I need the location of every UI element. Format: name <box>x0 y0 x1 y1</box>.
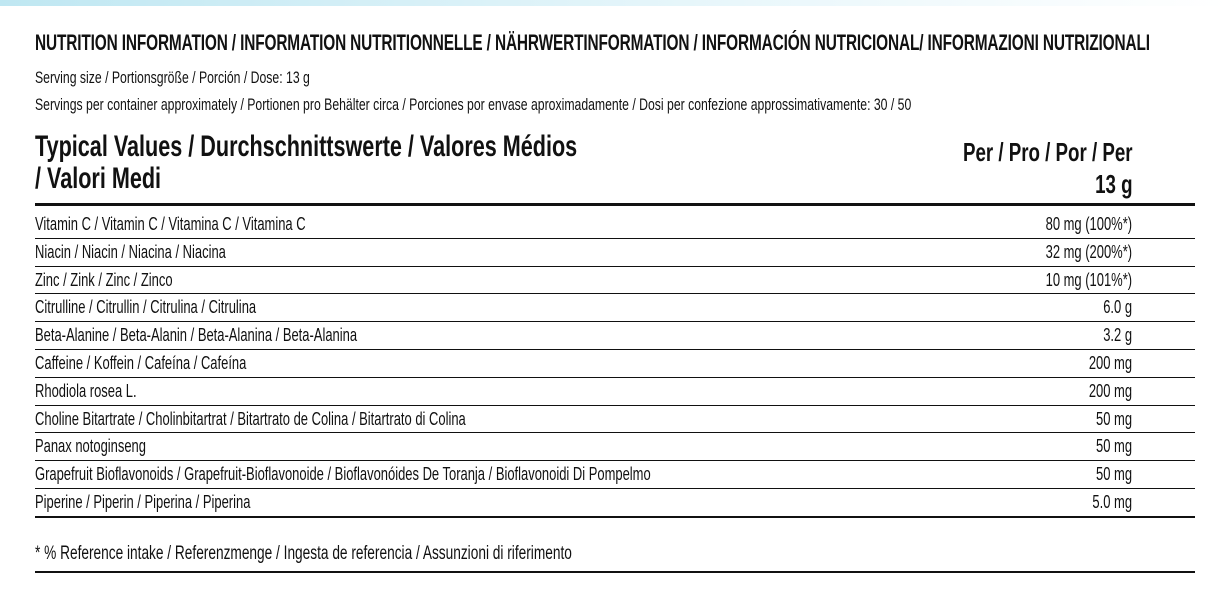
nutrient-name: Piperine / Piperin / Piperina / Piperina <box>35 491 251 512</box>
per-serving-header <box>897 136 1133 200</box>
table-row <box>35 294 1195 322</box>
per-serving-header-line2: 13 g <box>1095 169 1133 199</box>
table-row <box>35 211 1195 239</box>
table-row <box>35 489 1195 518</box>
header-divider <box>35 203 1195 206</box>
nutrient-name: Rhodiola rosea L. <box>35 380 137 401</box>
page-title: NUTRITION INFORMATION / INFORMATION NUTRITIONNELLE / NÄHRWERTINFORMATION / INFORMACIÓN NUTRICIONAL/ INFORMAZIONI NUTRIZIONALI <box>35 30 1150 55</box>
nutrient-name: Niacin / Niacin / Niacina / Niacina <box>35 241 226 262</box>
nutrient-value: 50 mg <box>1095 436 1132 457</box>
nutrient-name: Grapefruit Bioflavonoids / Grapefruit-Bioflavonoide / Bioflavonóides De Toranja / Bioflavonoidi Di Pompelmo <box>35 464 651 485</box>
top-accent-bar <box>0 0 1228 6</box>
table-row <box>35 322 1195 350</box>
typical-values-header-line2: / Valori Medi <box>35 162 162 195</box>
nutrient-name: Zinc / Zink / Zinc / Zinco <box>35 269 173 290</box>
nutrient-name: Choline Bitartrate / Cholinbitartrat / Bitartrato de Colina / Bitartrato di Colina <box>35 408 466 429</box>
table-row <box>35 239 1195 267</box>
table-row <box>35 433 1195 461</box>
nutrient-value: 6.0 g <box>1103 297 1132 318</box>
table-row <box>35 406 1195 434</box>
reference-intake-footnote: * % Reference intake / Referenzmenge / Ingesta de referencia / Assunzioni di riferimento <box>35 543 572 564</box>
nutrient-value: 200 mg <box>1088 380 1132 401</box>
serving-size-text: Serving size / Portionsgröße / Porción / Dose: 13 g <box>35 68 310 87</box>
table-row <box>35 350 1195 378</box>
nutrition-table <box>35 211 1195 518</box>
nutrient-value: 3.2 g <box>1103 325 1132 346</box>
per-serving-header-line1: Per / Pro / Por / Per <box>963 137 1133 167</box>
nutrient-name: Beta-Alanine / Beta-Alanin / Beta-Alanina / Beta-Alanina <box>35 325 358 346</box>
nutrient-name: Citrulline / Citrullin / Citrulina / Citrulina <box>35 297 257 318</box>
nutrient-value: 50 mg <box>1095 464 1132 485</box>
table-row <box>35 461 1195 489</box>
table-row <box>35 267 1195 295</box>
nutrient-value: 80 mg (100%*) <box>1045 214 1132 234</box>
nutrient-value: 5.0 mg <box>1092 491 1132 512</box>
nutrient-name: Panax notoginseng <box>35 436 146 457</box>
footer-divider <box>35 571 1195 573</box>
typical-values-header-line1: Typical Values / Durchschnittswerte / Valores Médios <box>35 130 578 163</box>
servings-per-container-text: Servings per container approximately / Portionen pro Behälter circa / Porciones por envase aproximadamente / Dosi per confezione approssimativamente: 30 / 50 <box>35 95 912 114</box>
typical-values-header <box>35 131 577 195</box>
nutrient-value: 50 mg <box>1095 408 1132 429</box>
nutrient-name: Caffeine / Koffein / Cafeína / Cafeína <box>35 352 247 373</box>
table-row <box>35 378 1195 406</box>
nutrient-value: 200 mg <box>1088 352 1132 373</box>
nutrient-name: Vitamin C / Vitamin C / Vitamina C / Vitamina C <box>35 214 306 234</box>
nutrient-value: 10 mg (101%*) <box>1045 269 1132 290</box>
nutrient-value: 32 mg (200%*) <box>1045 241 1132 262</box>
